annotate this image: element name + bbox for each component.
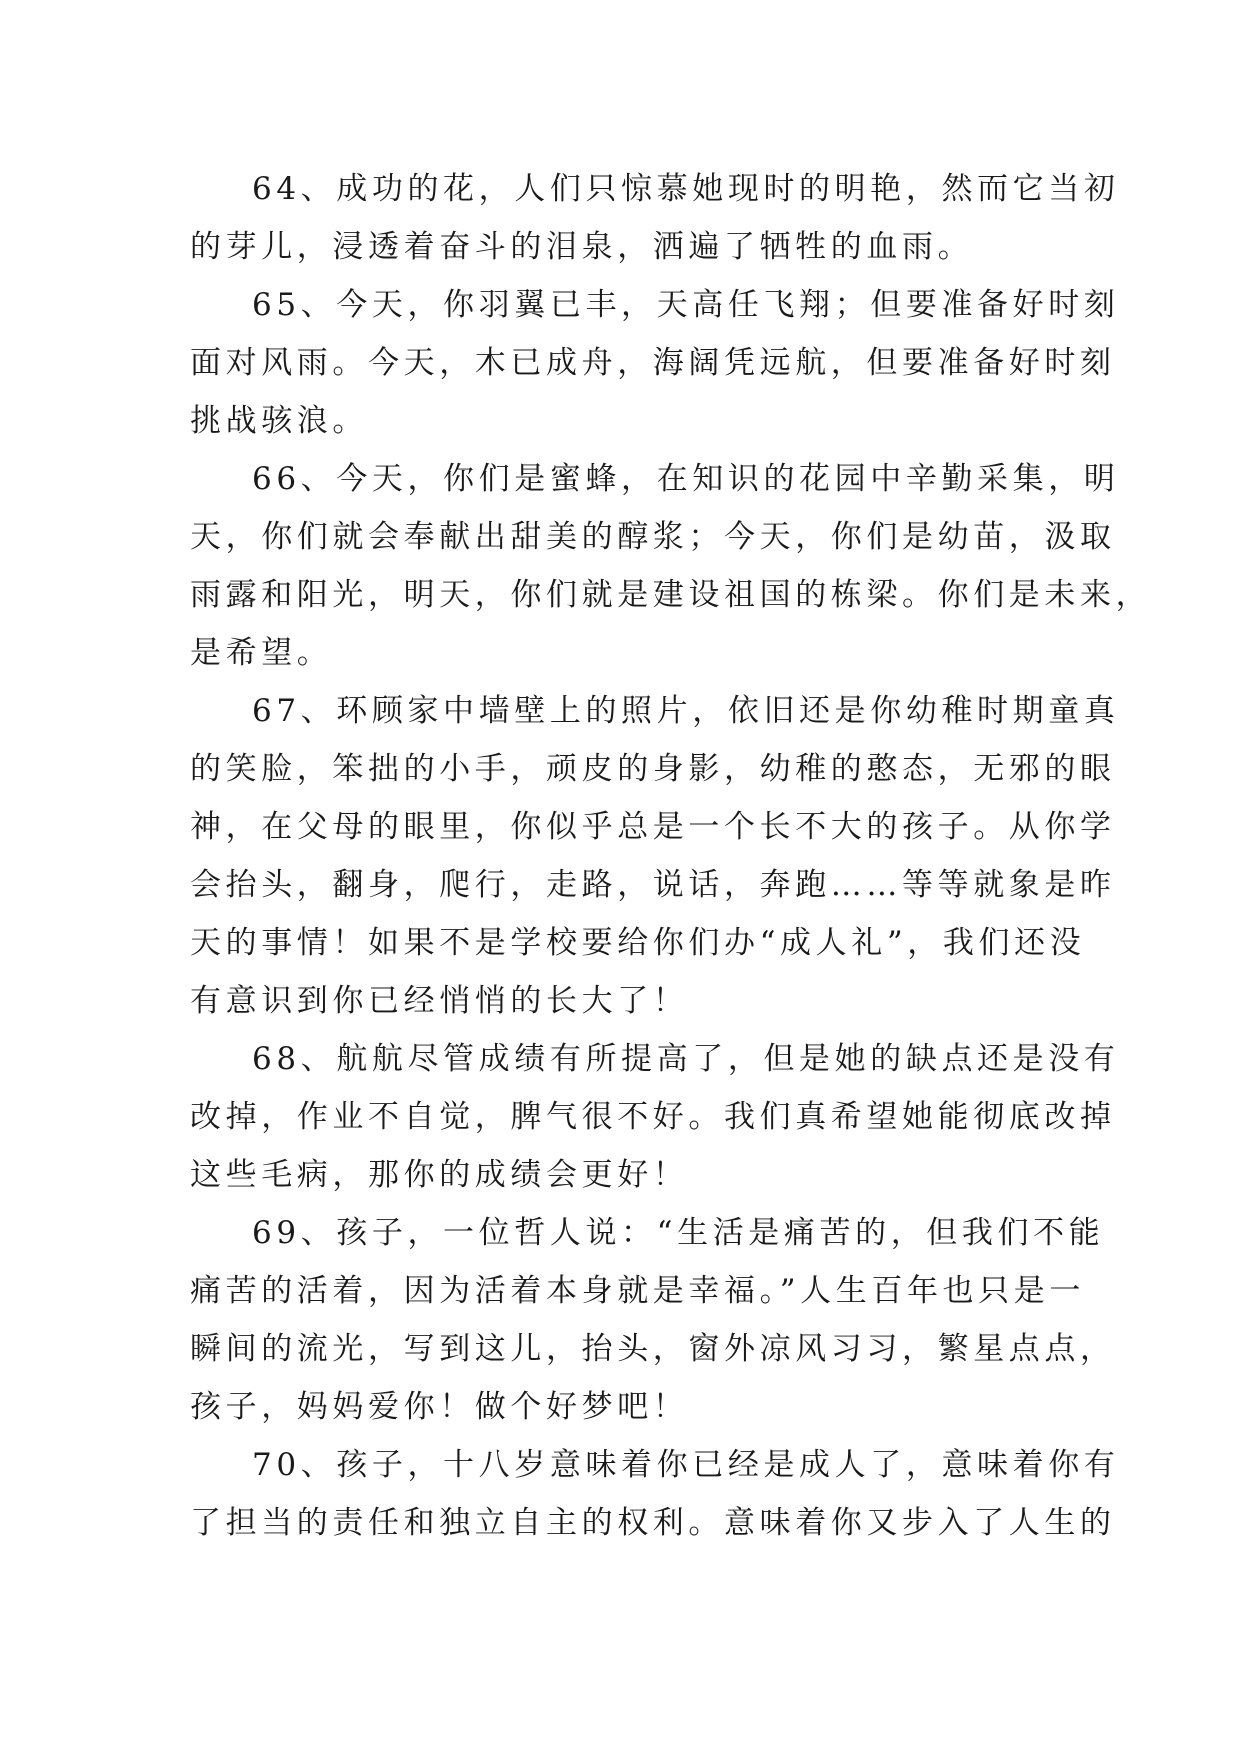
text-line: 会抬头，翻身，爬行，走路，说话，奔跑……等等就象是昨 [190,867,1116,903]
text-line: 面对风雨。今天，木已成舟，海阔凭远航，但要准备好时刻 [190,345,1116,381]
text-line: 的芽儿，浸透着奋斗的泪泉，洒遍了牺牲的血雨。 [190,229,974,265]
text-line: 68、航航尽管成绩有所提高了，但是她的缺点还是没有 [252,1041,1120,1077]
paragraph-67 [190,682,1120,1030]
paragraph-69 [190,1204,1116,1436]
text-line: 这些毛病，那你的成绩会更好！ [190,1157,689,1193]
paragraph-64 [190,160,1120,276]
paragraph-65 [190,276,1120,450]
text-line: 64、成功的花，人们只惊慕她现时的明艳，然而它当初 [252,171,1120,207]
text-line: 天的事情！如果不是学校要给你们办“成人礼”，我们还没 [190,925,1086,961]
text-line: 69、孩子，一位哲人说：“生活是痛苦的，但我们不能 [252,1215,1105,1251]
text-line: 改掉，作业不自觉，脾气很不好。我们真希望她能彻底改掉 [190,1099,1116,1135]
text-line: 天，你们就会奉献出甜美的醇浆；今天，你们是幼苗，汲取 [190,519,1116,555]
text-line: 痛苦的活着，因为活着本身就是幸福。”人生百年也只是一 [190,1273,1085,1309]
document-body [190,160,1152,1552]
text-line: 雨露和阳光，明天，你们就是建设祖国的栋梁。你们是未来， [190,577,1152,613]
paragraph-66 [190,450,1152,682]
text-line: 孩子，妈妈爱你！做个好梦吧！ [190,1389,689,1425]
paragraph-68 [190,1030,1120,1204]
text-line: 70、孩子，十八岁意味着你已经是成人了，意味着你有 [252,1447,1120,1483]
text-line: 瞬间的流光，写到这儿，抬头，窗外凉风习习，繁星点点， [190,1331,1116,1367]
text-line: 是希望。 [190,635,333,671]
text-line: 67、环顾家中墙壁上的照片，依旧还是你幼稚时期童真 [252,693,1120,729]
text-line: 的笑脸，笨拙的小手，顽皮的身影，幼稚的憨态，无邪的眼 [190,751,1116,787]
text-line: 挑战骇浪。 [190,403,368,439]
text-line: 66、今天，你们是蜜蜂，在知识的花园中辛勤采集，明 [252,461,1120,497]
text-line: 了担当的责任和独立自主的权利。意味着你又步入了人生的 [190,1505,1116,1541]
paragraph-70 [190,1436,1120,1552]
text-line: 神，在父母的眼里，你似乎总是一个长不大的孩子。从你学 [190,809,1116,845]
text-line: 65、今天，你羽翼已丰，天高任飞翔；但要准备好时刻 [252,287,1120,323]
text-line: 有意识到你已经悄悄的长大了！ [190,983,689,1019]
